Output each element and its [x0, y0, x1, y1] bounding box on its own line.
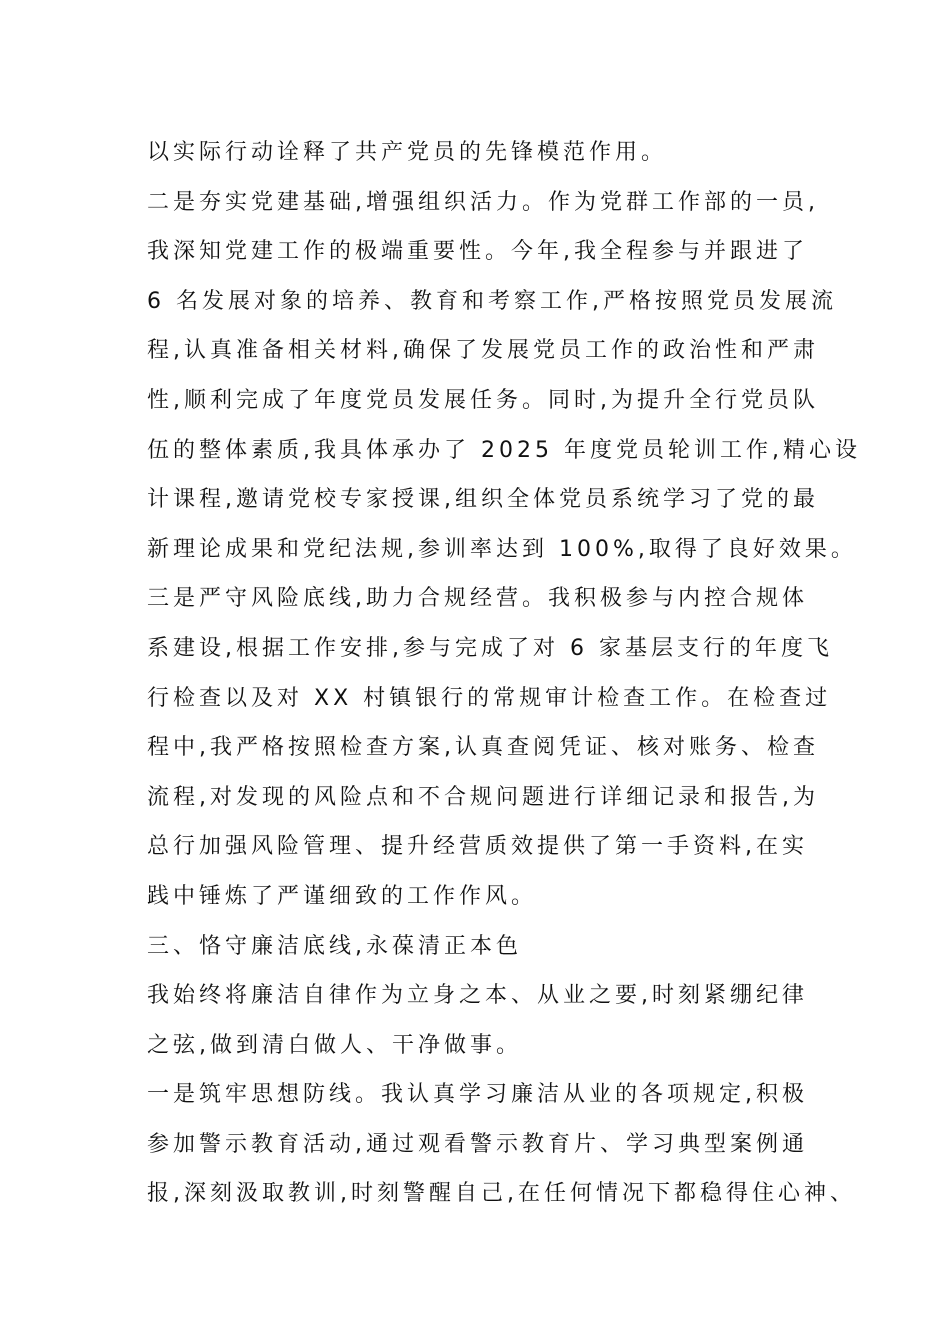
document-body — [147, 128, 861, 1219]
text-line: 我始终将廉洁自律作为立身之本、从业之要,时刻紧绷纪律 — [147, 983, 808, 1009]
text-line: 程,认真准备相关材料,确保了发展党员工作的政治性和严肃 — [147, 338, 819, 364]
text-line: 报,深刻汲取教训,时刻警醒自己,在任何情况下都稳得住心神、 — [147, 1181, 856, 1207]
text-line: 参加警示教育活动,通过观看警示教育片、学习典型案例通 — [147, 1131, 808, 1157]
text-line: 新理论成果和党纪法规,参训率达到 100%,取得了良好效果。 — [147, 536, 857, 562]
text-line: 践中锤炼了严谨细致的工作作风。 — [147, 883, 538, 909]
text-line: 二是夯实党建基础,增强组织活力。作为党群工作部的一员, — [147, 189, 819, 215]
text-line: 程中,我严格按照检查方案,认真查阅凭证、核对账务、检查 — [147, 735, 819, 761]
text-line: 6 名发展对象的培养、教育和考察工作,严格按照党员发展流 — [147, 288, 837, 314]
text-line: 性,顺利完成了年度党员发展任务。同时,为提升全行党员队 — [147, 387, 819, 413]
text-line: 以实际行动诠释了共产党员的先锋模范作用。 — [147, 140, 668, 165]
text-line: 总行加强风险管理、提升经营质效提供了第一手资料,在实 — [147, 834, 808, 860]
section-heading: 三、恪守廉洁底线,永葆清正本色 — [147, 933, 522, 959]
text-line: 流程,对发现的风险点和不合规问题进行详细记录和报告,为 — [147, 784, 819, 810]
text-line: 系建设,根据工作安排,参与完成了对 6 家基层支行的年度飞 — [147, 635, 833, 661]
text-line: 三是严守风险底线,助力合规经营。我积极参与内控合规体 — [147, 586, 808, 612]
text-line: 伍的整体素质,我具体承办了 2025 年度党员轮训工作,精心设 — [147, 437, 861, 463]
text-line: 之弦,做到清白做人、干净做事。 — [147, 1032, 522, 1058]
text-line: 我深知党建工作的极端重要性。今年,我全程参与并跟进了 — [147, 239, 808, 265]
text-line: 一是筑牢思想防线。我认真学习廉洁从业的各项规定,积极 — [147, 1082, 808, 1108]
text-line: 行检查以及对 XX 村镇银行的常规审计检查工作。在检查过 — [147, 685, 832, 711]
text-line: 计课程,邀请党校专家授课,组织全体党员系统学习了党的最 — [147, 487, 819, 513]
